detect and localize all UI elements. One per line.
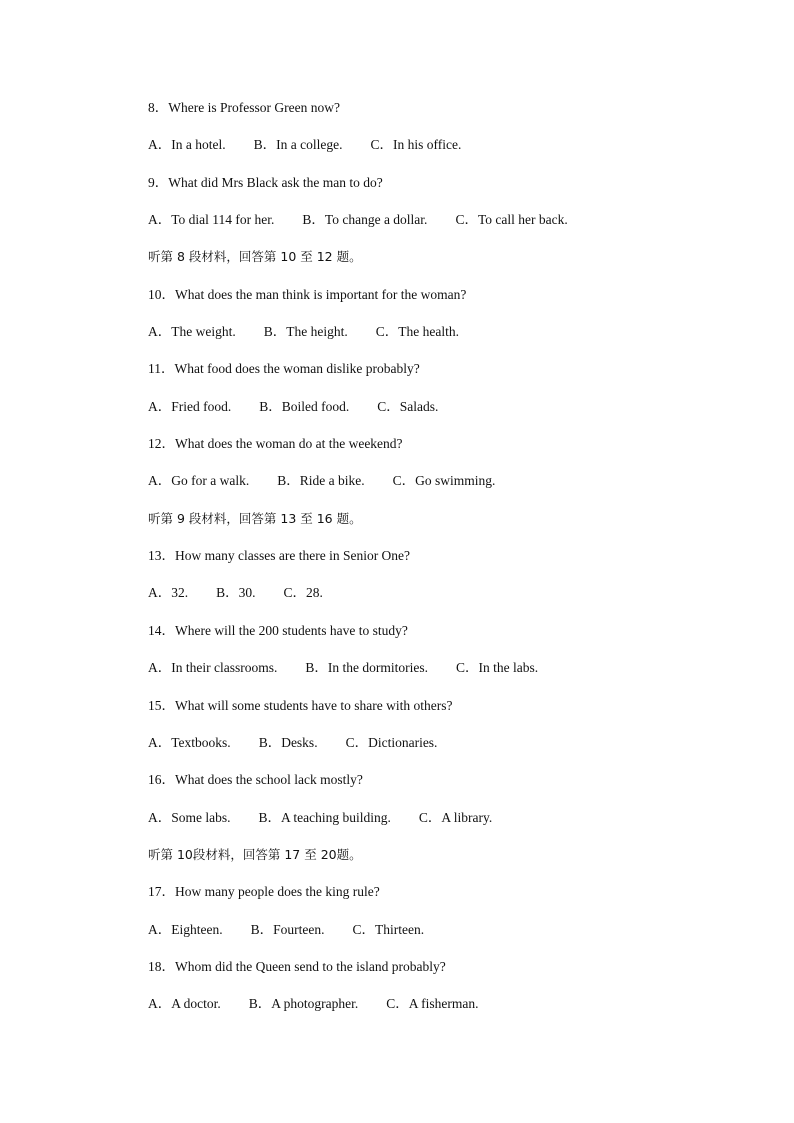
answer-option: C．The health.	[375, 324, 459, 340]
question-text: 10．What does the man think is important for the woman?	[148, 286, 467, 302]
answer-option: C．In the labs.	[455, 660, 539, 676]
answer-option: C．A library.	[418, 809, 493, 825]
answer-option: B．A photographer.	[248, 996, 359, 1012]
section-instruction: 听第 8 段材料，回答第 10 至 12 题。	[148, 249, 362, 265]
answer-option: B．30.	[216, 585, 256, 601]
answer-options	[148, 322, 748, 359]
section-instruction: 听第 10段材料，回答第 17 至 20题。	[148, 846, 362, 862]
question-text: 16．What does the school lack mostly?	[148, 772, 363, 788]
question-text: 15．What will some students have to share with others?	[148, 697, 453, 713]
question-text: 9．What did Mrs Black ask the man to do?	[148, 174, 383, 190]
answer-options	[148, 210, 748, 247]
answer-option: C．Thirteen.	[352, 921, 425, 937]
answer-option: B．The height.	[263, 324, 348, 340]
answer-option: C．To call her back.	[455, 212, 568, 228]
section-instruction: 听第 9 段材料，回答第 13 至 16 题。	[148, 510, 362, 526]
answer-option: B．In a college.	[253, 137, 343, 153]
answer-option: A．Textbooks.	[148, 734, 231, 750]
question-text: 11．What food does the woman dislike probably?	[148, 361, 420, 377]
answer-option: A．To dial 114 for her.	[148, 212, 275, 228]
answer-options	[148, 994, 748, 1031]
answer-option: A．A doctor.	[148, 996, 221, 1012]
answer-option: B．Fourteen.	[250, 921, 325, 937]
answer-options	[148, 583, 748, 620]
answer-options	[148, 733, 748, 770]
answer-option: B．To change a dollar.	[302, 212, 428, 228]
question-text: 12．What does the woman do at the weekend?	[148, 436, 403, 452]
answer-option: B．In the dormitories.	[305, 660, 428, 676]
answer-option: C．Salads.	[377, 398, 439, 414]
answer-option: A．32.	[148, 585, 189, 601]
answer-option: A．Some labs.	[148, 809, 231, 825]
answer-option: C．A fisherman.	[386, 996, 479, 1012]
answer-option: A．Fried food.	[148, 398, 232, 414]
answer-options	[148, 920, 748, 957]
question-text: 17．How many people does the king rule?	[148, 884, 380, 900]
answer-option: C．Go swimming.	[392, 473, 496, 489]
answer-option: A．Go for a walk.	[148, 473, 250, 489]
answer-option: A．The weight.	[148, 324, 236, 340]
answer-options	[148, 658, 748, 695]
question-text: 18．Whom did the Queen send to the island probably?	[148, 958, 446, 974]
answer-option: A．In a hotel.	[148, 137, 226, 153]
question-text: 14．Where will the 200 students have to study?	[148, 622, 408, 638]
answer-options	[148, 808, 748, 845]
listening-questions	[148, 98, 748, 1032]
answer-options	[148, 135, 748, 172]
answer-option: A．Eighteen.	[148, 921, 223, 937]
answer-options	[148, 471, 748, 508]
answer-option: A．In their classrooms.	[148, 660, 278, 676]
answer-option: C．Dictionaries.	[345, 734, 438, 750]
answer-option: B．Ride a bike.	[277, 473, 365, 489]
answer-option: B．A teaching building.	[258, 809, 391, 825]
answer-options	[148, 397, 748, 434]
question-text: 13．How many classes are there in Senior One?	[148, 548, 411, 564]
answer-option: C．In his office.	[370, 137, 462, 153]
question-text: 8．Where is Professor Green now?	[148, 100, 340, 115]
answer-option: B．Boiled food.	[259, 398, 350, 414]
answer-option: B．Desks.	[258, 734, 318, 750]
answer-option: C．28.	[283, 585, 323, 601]
